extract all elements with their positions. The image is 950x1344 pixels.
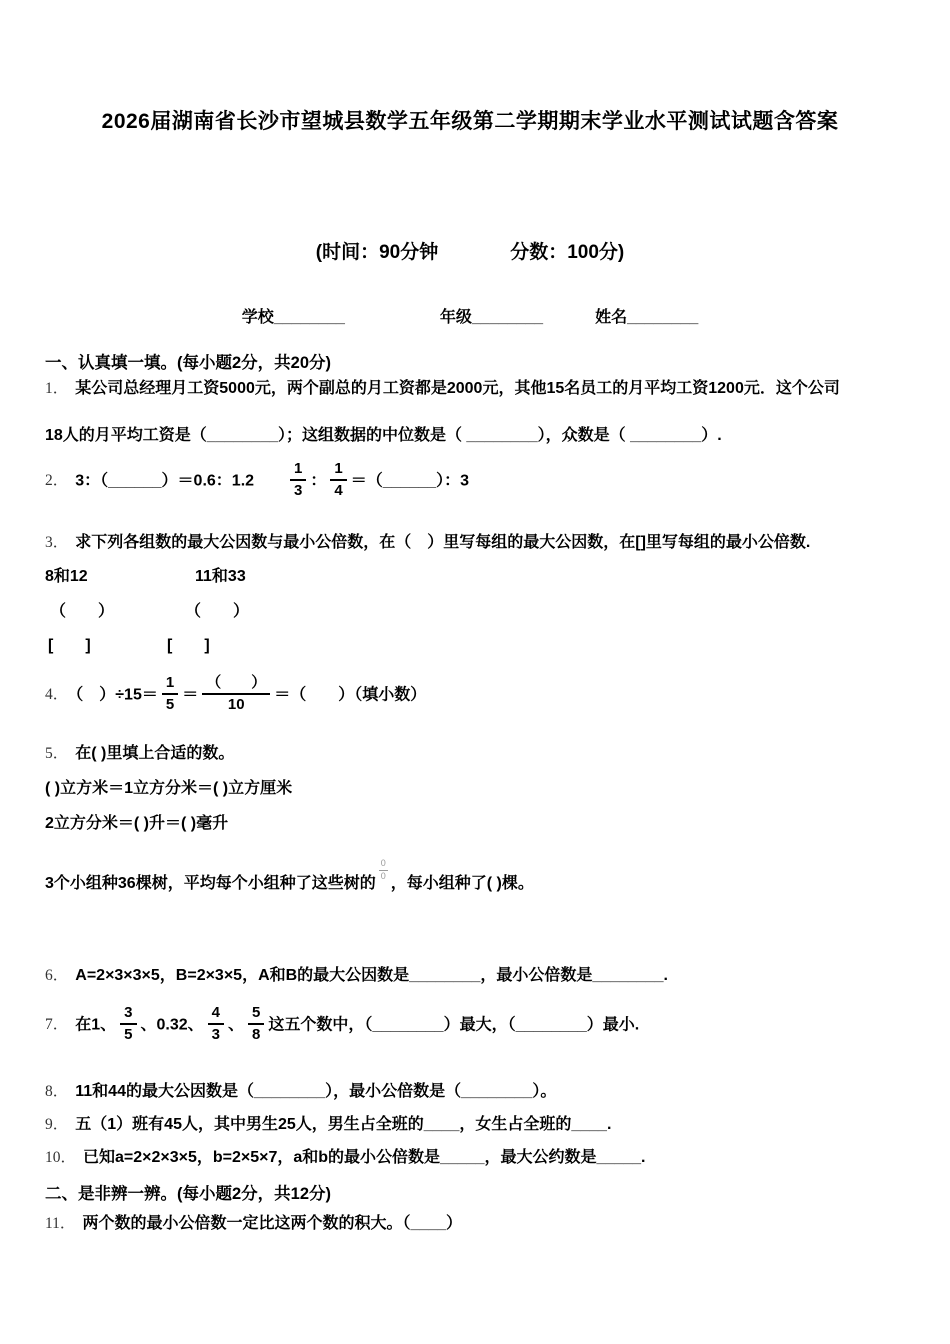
fraction-denominator: 5 [165, 695, 175, 713]
fraction-denominator: 3 [294, 482, 303, 500]
question-5-line-1 [45, 778, 895, 800]
question-2 [45, 461, 895, 502]
section-2-heading: 二、是非辨一辨。(每小题2分，共12分) [45, 1185, 332, 1204]
cubic-meter-line: ( )立方米＝1立方分米＝( )立方厘米 [45, 780, 293, 797]
school-blank: 学校________ [241, 309, 345, 326]
fraction-denominator: 8 [252, 1026, 261, 1044]
pair-8-12: 8和12 [45, 567, 88, 585]
question-11-text: 两个数的最小公倍数一定比这两个数的积大。（____） [82, 1215, 463, 1233]
fraction-denominator: 10 [227, 695, 245, 713]
question-1-text-continued: 18人的月平均工资是（________）；这组数据的中位数是（ ________），众数是（ ________）. [45, 427, 722, 444]
question-5-number: 5． [45, 745, 69, 762]
grade-blank: 年级________ [439, 309, 544, 326]
fraction-numerator: 3 [120, 1003, 136, 1025]
question-11-number: 11． [45, 1215, 76, 1233]
question-1-line-2 [45, 425, 895, 447]
fraction-five-eighths [248, 1003, 264, 1044]
question-9 [45, 1114, 895, 1136]
tree-text-1: 3个小组种36棵树，平均每个小组种了这些树的 [45, 874, 376, 892]
fraction-three-fifths [120, 1003, 136, 1044]
fraction-denominator: 0 [380, 870, 386, 881]
question-4-number: 4． [45, 685, 69, 703]
question-3-lcm-blanks [45, 635, 895, 657]
question-7-sep-1: 、0.32、 [140, 1016, 204, 1034]
time-label: (时间：90分钟 [315, 242, 439, 263]
fraction-denominator: 3 [211, 1026, 221, 1044]
question-4 [45, 675, 895, 716]
fraction-numerator: 5 [248, 1003, 264, 1025]
fraction-one-third [290, 459, 306, 500]
question-4-text-2: ＝（ ）（填小数） [274, 685, 427, 703]
paper-title: 2026届湖南省长沙市望城县数学五年级第二学期期末学业水平测试试题含答案 [101, 110, 839, 133]
lcm-blank-2: [ ] [167, 636, 210, 654]
question-10-number: 10． [45, 1149, 77, 1167]
question-3-text: 求下列各组数的最大公因数与最小公倍数，在（ ）里写每组的最大公因数，在[]里写每组的最小公倍数. [75, 533, 811, 551]
fraction-denominator: 5 [124, 1026, 133, 1044]
question-8-number: 8． [45, 1083, 69, 1101]
fraction-numerator: 0 [379, 859, 388, 871]
fraction-one-fifth [162, 673, 178, 714]
question-2-text-1: 3：（______）＝0.6：1.2 [75, 472, 255, 490]
question-10 [45, 1147, 895, 1169]
question-7-sep-2: 、 [228, 1016, 245, 1034]
question-2-number: 2． [45, 472, 69, 490]
question-4-text-1: （ ）÷15＝ [75, 685, 158, 703]
fraction-numerator: 1 [290, 459, 306, 481]
tree-text-2: ，每小组种了( )棵。 [390, 874, 534, 892]
question-8 [45, 1081, 895, 1103]
tiny-blank-fraction [379, 859, 388, 882]
question-3 [45, 532, 895, 554]
question-11 [45, 1213, 895, 1235]
question-6 [45, 965, 895, 987]
question-7-number: 7． [45, 1016, 69, 1034]
question-3-number-pairs [45, 566, 895, 588]
liter-line: 2立方分米＝( )升＝( )毫升 [45, 815, 229, 832]
student-info-line [45, 304, 895, 327]
question-6-number: 6． [45, 966, 69, 984]
ratio-colon: ： [310, 472, 327, 490]
question-5 [45, 743, 895, 765]
question-7-text-1: 在1、 [75, 1016, 117, 1034]
question-5-text: 在( )里填上合适的数。 [75, 745, 235, 762]
name-blank: 姓名________ [595, 309, 699, 326]
tree-planting-line [45, 859, 895, 895]
question-10-text: 已知a=2×2×3×5，b=2×5×7，a和b的最小公倍数是_____，最大公约数是_____. [83, 1149, 646, 1167]
fraction-one-fourth [330, 459, 346, 500]
question-8-text: 11和44的最大公因数是（________），最小公倍数是（________）。 [75, 1083, 557, 1101]
question-9-text: 五（1）班有45人，其中男生25人，男生占全班的____，女生占全班的____. [75, 1116, 612, 1134]
fraction-blank-over-10 [202, 673, 270, 714]
question-9-number: 9． [45, 1116, 69, 1134]
fraction-denominator: 4 [334, 482, 343, 500]
lcm-blank-1: [ ] [48, 636, 91, 654]
question-7-text-2: 这五个数中，（________）最大，（________）最小. [268, 1016, 640, 1034]
question-1-line-1 [45, 378, 895, 400]
section-1-heading: 一、认真填一填。(每小题2分，共20分) [45, 354, 332, 372]
gcf-blank-1: （ ） [50, 602, 115, 620]
equals-sign: ＝ [182, 685, 199, 703]
question-3-number: 3． [45, 533, 69, 551]
pair-11-33: 11和33 [195, 567, 246, 585]
question-1-text: 某公司总经理月工资5000元，两个副总的月工资都是2000元，其他15名员工的月平均工资1200元．这个公司 [75, 380, 840, 397]
time-score-line [45, 237, 895, 264]
score-label: 分数：100分) [510, 242, 625, 263]
question-5-line-2 [45, 813, 895, 835]
fraction-numerator: （ ） [202, 673, 270, 695]
question-6-text: A=2×3×3×5，B=2×3×5，A和B的最大公因数是________，最小公倍数是________. [75, 966, 669, 984]
question-7 [45, 1005, 895, 1046]
fraction-numerator: 1 [330, 459, 346, 481]
question-3-gcf-blanks [45, 601, 895, 623]
gcf-blank-2: （ ） [185, 602, 250, 620]
fraction-four-thirds [208, 1003, 224, 1044]
fraction-numerator: 1 [162, 673, 178, 695]
fraction-numerator: 4 [208, 1003, 224, 1025]
question-1-number: 1． [45, 380, 69, 397]
question-2-text-2: ＝（______）：3 [350, 472, 470, 490]
